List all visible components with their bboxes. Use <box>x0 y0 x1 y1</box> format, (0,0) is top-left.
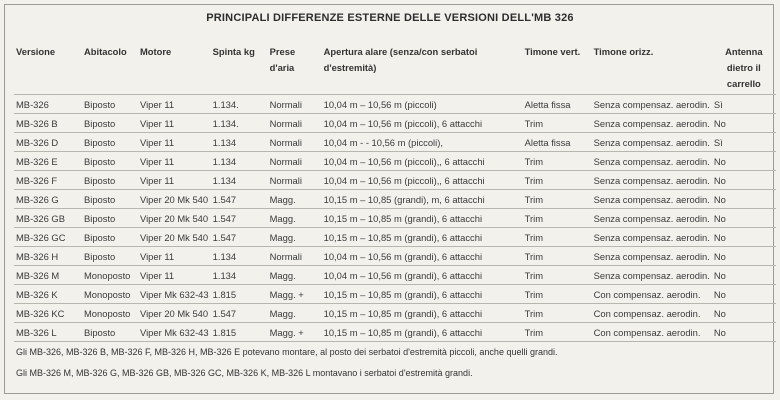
cell-wingspan: 10,04 m – 10,56 m (grandi), 6 attacchi <box>323 250 483 262</box>
cell-horizontal-tail: Senza compensaz. aerodin. <box>593 231 710 243</box>
cell-version: MB-326 <box>16 98 49 110</box>
column-header-thrust: Spinta kg <box>212 46 255 57</box>
cell-horizontal-tail: Con compensaz. aerodin. <box>593 288 701 300</box>
cell-cockpit: Biposto <box>84 193 116 205</box>
cell-wingspan: 10,04 m – 10,56 m (grandi), 6 attacchi <box>323 269 483 281</box>
table-row <box>14 304 776 323</box>
cell-antenna: No <box>713 193 726 205</box>
cell-vertical-rudder: Trim <box>524 231 544 243</box>
cell-cockpit: Biposto <box>84 250 116 262</box>
cell-cockpit: Biposto <box>84 117 116 129</box>
cell-thrust: 1.134 <box>212 155 237 167</box>
cell-horizontal-tail: Senza compensaz. aerodin. <box>593 269 710 281</box>
cell-vertical-rudder: Trim <box>524 326 544 338</box>
table-row <box>14 247 776 266</box>
cell-cockpit: Biposto <box>84 155 116 167</box>
cell-vertical-rudder: Trim <box>524 250 544 262</box>
cell-wingspan: 10,04 m – 10,56 m (piccoli),, 6 attacchi <box>323 174 485 186</box>
cell-horizontal-tail: Con compensaz. aerodin. <box>593 307 701 319</box>
cell-air-intakes: Normali <box>269 117 302 129</box>
cell-engine: Viper 20 Mk 540 <box>140 193 209 205</box>
cell-air-intakes: Magg. <box>269 212 296 224</box>
cell-air-intakes: Normali <box>269 98 302 110</box>
cell-engine: Viper 20 Mk 540 <box>140 231 209 243</box>
cell-engine: Viper Mk 632-43 <box>140 288 209 300</box>
cell-cockpit: Monoposto <box>84 307 131 319</box>
footnote-1: Gli MB-326, MB-326 B, MB-326 F, MB-326 H, MB-326 E potevano montare, al posto dei serbatoi d'estremità piccoli, anche quelli grandi. <box>16 347 558 357</box>
cell-wingspan: 10,04 m - - 10,56 m (piccoli), <box>323 136 443 148</box>
cell-air-intakes: Normali <box>269 250 302 262</box>
column-header-horizontal-tail: Timone orizz. <box>593 46 654 57</box>
cell-horizontal-tail: Senza compensaz. aerodin. <box>593 193 710 205</box>
cell-version: MB-326 G <box>16 193 59 205</box>
cell-vertical-rudder: Trim <box>524 269 544 281</box>
cell-antenna: No <box>713 117 726 129</box>
cell-air-intakes: Magg. <box>269 269 296 281</box>
column-header-wingspan: Apertura alare (senza/con serbatoi d'estremità) <box>323 46 478 73</box>
column-header-version: Versione <box>16 46 56 57</box>
cell-version: MB-326 E <box>16 155 58 167</box>
cell-antenna: No <box>713 307 726 319</box>
cell-vertical-rudder: Trim <box>524 288 544 300</box>
cell-thrust: 1.134. <box>212 117 239 129</box>
cell-thrust: 1.547 <box>212 193 237 205</box>
table-row <box>14 95 776 114</box>
cell-cockpit: Biposto <box>84 98 116 110</box>
versions-table <box>14 44 776 342</box>
table-row <box>14 323 776 342</box>
cell-air-intakes: Magg. + <box>269 288 304 300</box>
cell-version: MB-326 GC <box>16 231 66 243</box>
cell-vertical-rudder: Trim <box>524 117 544 129</box>
cell-antenna: No <box>713 231 726 243</box>
cell-wingspan: 10,15 m – 10,85 m (grandi), 6 attacchi <box>323 231 483 243</box>
footnote-2: Gli MB-326 M, MB-326 G, MB-326 GB, MB-326 GC, MB-326 K, MB-326 L montavano i serbatoi d'estremità grandi. <box>16 368 473 378</box>
cell-thrust: 1.134 <box>212 250 237 262</box>
cell-engine: Viper 11 <box>140 155 175 167</box>
page-title: PRINCIPALI DIFFERENZE ESTERNE DELLE VERSIONI DELL'MB 326 <box>206 12 574 24</box>
cell-air-intakes: Magg. <box>269 231 296 243</box>
cell-wingspan: 10,04 m – 10,56 m (piccoli), 6 attacchi <box>323 117 483 129</box>
cell-version: MB-326 L <box>16 326 57 338</box>
cell-version: MB-326 D <box>16 136 59 148</box>
cell-vertical-rudder: Trim <box>524 212 544 224</box>
cell-horizontal-tail: Senza compensaz. aerodin. <box>593 212 710 224</box>
table-row <box>14 152 776 171</box>
cell-version: MB-326 K <box>16 288 58 300</box>
cell-version: MB-326 B <box>16 117 58 129</box>
cell-antenna: No <box>713 155 726 167</box>
cell-horizontal-tail: Senza compensaz. aerodin. <box>593 174 710 186</box>
cell-thrust: 1.815 <box>212 288 237 300</box>
cell-version: MB-326 H <box>16 250 59 262</box>
cell-horizontal-tail: Con compensaz. aerodin. <box>593 326 701 338</box>
cell-antenna: No <box>713 250 726 262</box>
cell-thrust: 1.134 <box>212 269 237 281</box>
cell-air-intakes: Magg. <box>269 193 296 205</box>
cell-cockpit: Biposto <box>84 136 116 148</box>
cell-wingspan: 10,15 m – 10,85 m (grandi), 6 attacchi <box>323 212 483 224</box>
cell-wingspan: 10,15 m – 10,85 m (grandi), 6 attacchi <box>323 326 483 338</box>
cell-engine: Viper 20 Mk 540 <box>140 307 209 319</box>
cell-horizontal-tail: Senza compensaz. aerodin. <box>593 155 710 167</box>
cell-thrust: 1.547 <box>212 307 237 319</box>
cell-thrust: 1.134 <box>212 174 237 186</box>
cell-cockpit: Biposto <box>84 212 116 224</box>
cell-cockpit: Monoposto <box>84 269 131 281</box>
table-row <box>14 133 776 152</box>
cell-thrust: 1.134. <box>212 98 239 110</box>
cell-thrust: 1.547 <box>212 231 237 243</box>
cell-antenna: No <box>713 212 726 224</box>
cell-horizontal-tail: Senza compensaz. aerodin. <box>593 98 710 110</box>
cell-engine: Viper 11 <box>140 136 175 148</box>
cell-wingspan: 10,15 m – 10,85 m (grandi), 6 attacchi <box>323 307 483 319</box>
cell-air-intakes: Normali <box>269 155 302 167</box>
cell-vertical-rudder: Trim <box>524 307 544 319</box>
table-row <box>14 285 776 304</box>
cell-engine: Viper 11 <box>140 98 175 110</box>
cell-vertical-rudder: Trim <box>524 155 544 167</box>
cell-engine: Viper 11 <box>140 174 175 186</box>
table-row <box>14 171 776 190</box>
cell-version: MB-326 M <box>16 269 60 281</box>
cell-air-intakes: Normali <box>269 174 302 186</box>
table-row <box>14 266 776 285</box>
cell-version: MB-326 KC <box>16 307 65 319</box>
cell-thrust: 1.815 <box>212 326 237 338</box>
column-header-engine: Motore <box>140 46 172 57</box>
cell-cockpit: Biposto <box>84 174 116 186</box>
column-header-cockpit: Abitacolo <box>84 46 127 57</box>
cell-vertical-rudder: Trim <box>524 193 544 205</box>
cell-version: MB-326 GB <box>16 212 65 224</box>
cell-antenna: No <box>713 326 726 338</box>
cell-thrust: 1.547 <box>212 212 237 224</box>
cell-horizontal-tail: Senza compensaz. aerodin. <box>593 117 710 129</box>
cell-vertical-rudder: Aletta fissa <box>524 98 571 110</box>
cell-horizontal-tail: Senza compensaz. aerodin. <box>593 250 710 262</box>
column-header-air-intakes: Prese d'aria <box>269 46 296 73</box>
cell-wingspan: 10,04 m – 10,56 m (piccoli),, 6 attacchi <box>323 155 485 167</box>
table-body <box>14 95 776 342</box>
cell-vertical-rudder: Aletta fissa <box>524 136 571 148</box>
table-row <box>14 190 776 209</box>
table-header-row <box>14 44 776 95</box>
cell-vertical-rudder: Trim <box>524 174 544 186</box>
cell-air-intakes: Normali <box>269 136 302 148</box>
cell-engine: Viper 11 <box>140 269 175 281</box>
cell-engine: Viper Mk 632-43 <box>140 326 209 338</box>
cell-engine: Viper 11 <box>140 117 175 129</box>
column-header-antenna: Antenna dietro il carrello <box>725 46 763 89</box>
cell-antenna: No <box>713 174 726 186</box>
cell-wingspan: 10,15 m – 10,85 (grandi), m, 6 attacchi <box>323 193 485 205</box>
cell-antenna: No <box>713 269 726 281</box>
cell-wingspan: 10,04 m – 10,56 m (piccoli) <box>323 98 437 110</box>
cell-engine: Viper 11 <box>140 250 175 262</box>
table-row <box>14 114 776 133</box>
table-row <box>14 209 776 228</box>
cell-antenna: Sì <box>713 98 723 110</box>
cell-horizontal-tail: Senza compensaz. aerodin. <box>593 136 710 148</box>
cell-cockpit: Biposto <box>84 326 116 338</box>
cell-thrust: 1.134 <box>212 136 237 148</box>
cell-air-intakes: Magg. <box>269 307 296 319</box>
table-row <box>14 228 776 247</box>
cell-cockpit: Biposto <box>84 231 116 243</box>
cell-air-intakes: Magg. + <box>269 326 304 338</box>
cell-antenna: Sì <box>713 136 723 148</box>
cell-engine: Viper 20 Mk 540 <box>140 212 209 224</box>
cell-version: MB-326 F <box>16 174 58 186</box>
cell-antenna: No <box>713 288 726 300</box>
cell-wingspan: 10,15 m – 10,85 m (grandi), 6 attacchi <box>323 288 483 300</box>
column-header-vertical-rudder: Timone vert. <box>524 46 581 57</box>
cell-cockpit: Monoposto <box>84 288 131 300</box>
